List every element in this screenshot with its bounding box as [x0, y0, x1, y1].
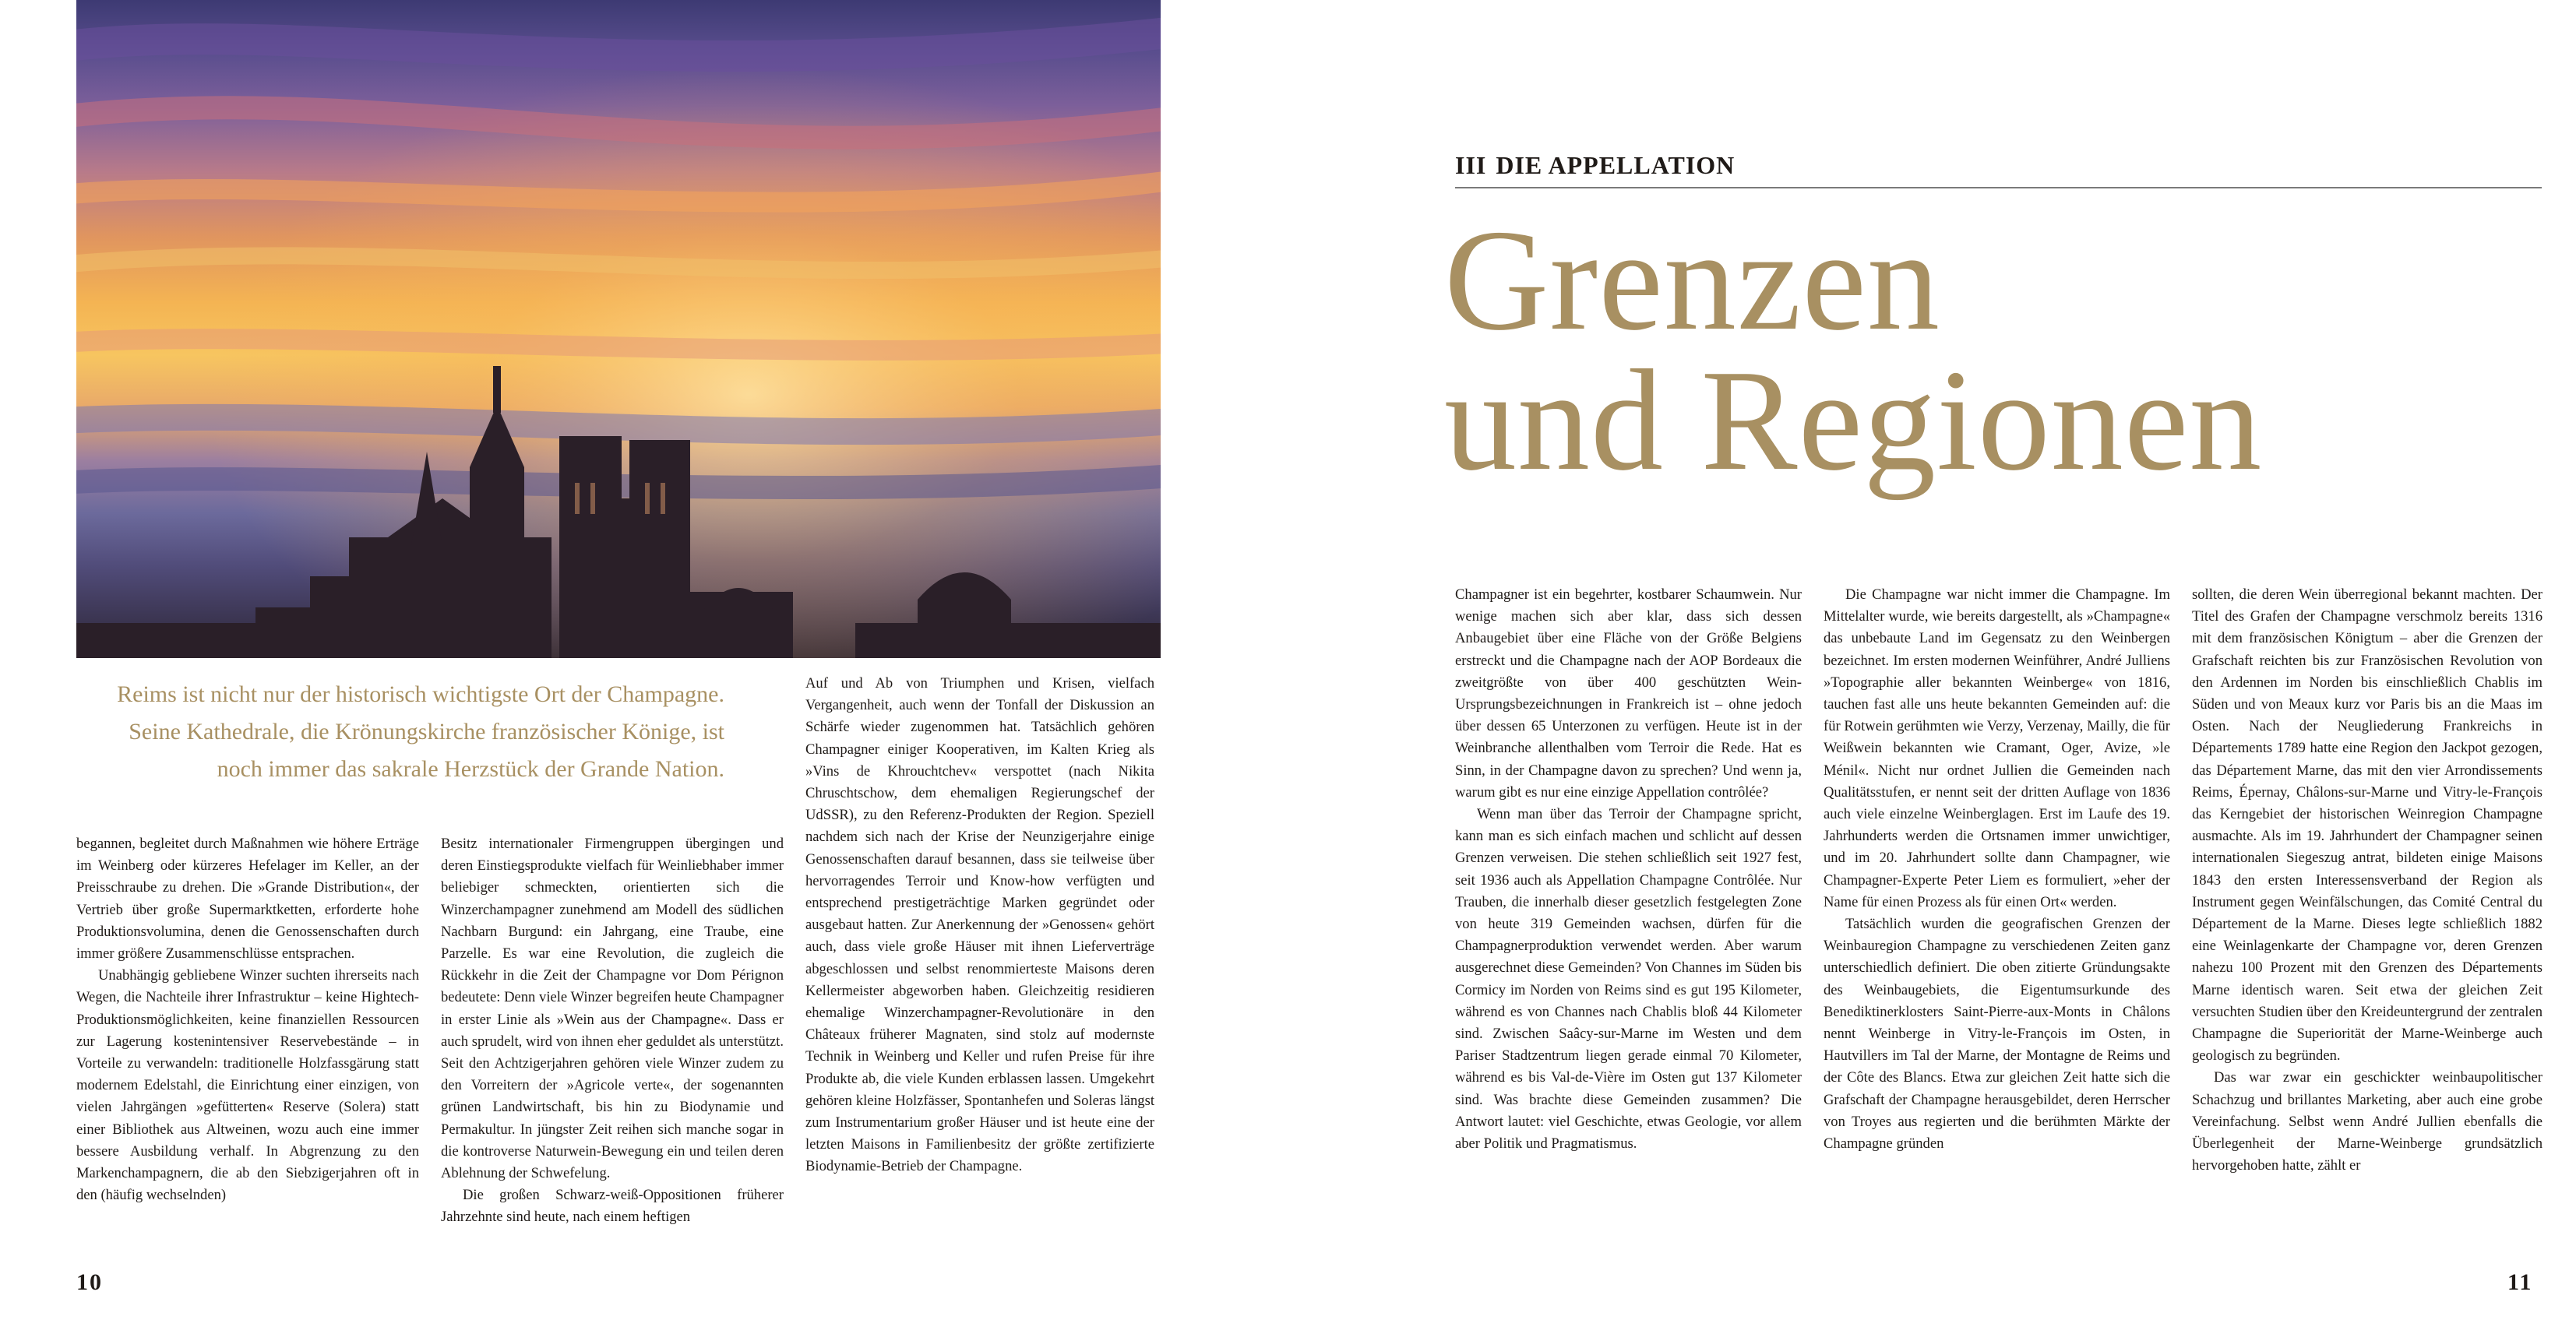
chapter-headline: [1444, 200, 2535, 501]
paragraph: Champagner ist ein begehrter, kostbarer Schaumwein. Nur wenige machen sich aber klar, dass sich dessen Anbaugebiet über eine Fläche von der Größe Belgiens erstreckt und die Champagne nach der AOP Bordeaux die zweitgrößte von über 400 geschützten Wein-Ursprungsbezeichnungen in Frankreich ist – ohne jedoch über dessen 65 Unterzonen zu verfügen. Heute ist in der Weinbranche allenthalben vom Terroir die Rede. Hat es Sinn, in der Champagne davon zu sprechen? Und wenn ja, warum gibt es nur eine einzige Appellation contrôlée?: [1455, 586, 1802, 801]
left-column-3: [805, 673, 1154, 1178]
paragraph: Besitz internationaler Firmengruppen übergingen und deren Einstiegsprodukte vielfach für Weinliebhaber immer beliebiger schmeckten, orientierten sich die Winzerchampagner zunehmend am Modell des südlichen Nachbarn Burgund: ein Jahrgang, eine Traube, eine Parzelle. Es war eine Revolution, die zugleich die Rückkehr in die Zeit der Champagne vor Dom Pérignon bedeutete: Denn viele Winzer begreifen heute Champagner in erster Linie als »Wein aus der Champagne«. Dass er auch sprudelt, wird von ihnen eher geduldet als unterstützt. Seit den Achtzigerjahren gehören viele Winzer zudem zu den Vorreitern der »Agricole verte«, der sogenannten grünen Landwirtschaft, bis hin zu Biodynamie und Permakultur. In jüngster Zeit reihen sich manche sogar in die kontroverse Naturwein-Bewegung ein und teilen deren Ablehnung der Schwefelung.: [441, 836, 784, 1182]
photo-illustration: [76, 0, 1161, 658]
paragraph: Auf und Ab von Triumphen und Krisen, vielfach Vergangenheit, auch wenn der Tonfall der Diskussion an Schärfe wieder zugenommen hat. Tatsächlich gehören Champagner einiger Kooperativen, im Kalten Krieg als »Vins de Khrouchtchev« verspottet (nach Nikita Chruschtschow, dem ehemaligen Regierungschef der UdSSR), zu den Referenz-Produkten der Region. Speziell nachdem sich nach der Krise der Neunzigerjahre einige Genossenschaften darauf besannen, dass sie teilweise über hervorragendes Terroir und Know-how verfügten und entsprechend prestigeträchtige Marken gegründet oder ausgebaut hatten. Zur Anerkennung der »Genossen« gehört auch, dass viele große Häuser mit ihnen Lieferverträge abgeschlossen und selbst renommierteste Maisons deren Kellermeister abgeworben haben. Gleichzeitig residieren ehemalige Winzerchampagner-Revolutionäre in den Châteaux früherer Magnaten, sind stolz auf modernste Technik in Weinberg und Keller und rufen Preise für ihre Produkte ab, die viele Kunden erblassen lassen. Umgekehrt gehören kleine Holzfässer, Spontanhefen und Soleras längst zum Instrumentarium großer Häuser und ist heute eine der letzten Maisons in Familienbesitz der größte zertifizierte Biodynamie-Betrieb der Champagne.: [805, 675, 1154, 1175]
paragraph: Die Champagne war nicht immer die Champagne. Im Mittelalter wurde, wie bereits dargestellt, als »Champagne« das unbebaute Land im Gegensatz zu den Weinbergen bezeichnet. Im ersten modernen Weinführer, André Julliens »Topographie aller bekannten Weinberge« von 1816, tauchen fast alle uns heute bekannten Gemeinden auf: die für Rotwein gerühmten wie Verzy, Verzenay, Mailly, die für Weißwein bekannten wie Cramant, Oger, Avize, »le Ménil«. Nicht nur ordnet Jullien die Gemeinden nach Qualitätsstufen, er nennt seit der dritten Auflage von 1836 auch viele einzelne Weinberglagen. Erst im Laufe des 19. Jahrhunderts werden die Ortsnamen immer unwichtiger, und im 20. Jahrhundert sollte dann Champagner, wie Champagner-Experte Peter Liem es formuliert, »eher der Name für einen Prozess als für einen Ort« werden.: [1824, 586, 2170, 910]
paragraph: begannen, begleitet durch Maßnahmen wie höhere Erträge im Weinberg oder kürzeres Hefelager im Keller, an der Preisschraube zu drehen. Die »Grande Distribution«, der Vertrieb über große Supermarktketten, erforderte hohe Produktionsvolumina, denen die Genossenschaften durch immer größere Zusammenschlüsse entsprachen.: [76, 836, 419, 963]
right-column-1: [1455, 584, 1802, 1155]
right-column-2: [1824, 584, 2170, 1155]
headline-line-2: und Regionen: [1444, 340, 2263, 501]
paragraph: sollten, die deren Wein überregional bekannt machten. Der Titel des Grafen der Champagne verschmolz bereits 1316 mit dem französischen Königtum – aber die Grenzen der Grafschaft reichten bis zur Französischen Revolution von den Ardennen im Norden bis einschließlich Chablis im Süden und von Meaux kurz vor Paris bis an die Maas im Osten. Nach der Neugliederung Frankreichs in Départements 1789 hatte eine Region den Jackpot gezogen, das Département Marne, das mit den vier Arrondissements Reims, Épernay, Châlons-sur-Marne und Vitry-le-François das Kerngebiet der historischen Weinregion Champagne ausmachte. Als im 19. Jahrhundert der Champagner seinen internationalen Siegeszug antrat, bildeten einige Maisons 1843 den ersten Interessensverband der Region als Instrument gegen Weinfälschungen, das Comité Central du Département de la Marne. Dieses legte schließlich 1882 eine Weinlagenkarte der Champagne vor, deren Grenzen nahezu 100 Prozent mit den Grenzen des Départements Marne identisch waren. Seit etwa der gleichen Zeit versuchten Studien über den Kreideuntergrund der zentralen Champagne die Superiorität der Marne-Weinberge auch geologisch zu begründen.: [2192, 586, 2543, 1065]
page-number-right: 11: [2507, 1269, 2533, 1295]
page-number-left: 10: [76, 1269, 103, 1295]
paragraph: Wenn man über das Terroir der Champagne spricht, kann man es sich einfach machen und schlicht auf dessen Grenzen verweisen. Die stehen schließlich seit 1927 fest, seit 1936 auch als Appellation Champagne Contrôlée. Nur Trauben, die innerhalb dieser gesetzlich festgelegten Zone von heute 319 Gemeinden wachsen, dürfen für die Champagnerproduktion verwendet werden. Aber warum ausgerechnet diese Gemeinden? Von Channes im Süden bis Cormicy im Norden von Reims sind es gut 195 Kilometer, während es von Channes nach Chablis bloß 44 Kilometer sind. Zwischen Saâcy-sur-Marne im Westen und dem Pariser Stadtzentrum liegen gerade einmal 70 Kilometer, während es bis Val-de-Vière im Osten gut 137 Kilometer sind. Was brachte diese Gemeinden zusammen? Die Antwort lautet: viel Geschichte, etwas Geologie, vor allem aber Politik und Pragmatismus.: [1455, 806, 1802, 1153]
headline-line-1: Grenzen: [1444, 200, 1940, 361]
section-rule: [1455, 187, 2542, 188]
pull-quote: Reims ist nicht nur der historisch wichtigste Ort der Champagne. Seine Kathedrale, die Krönungskirche französischer Könige, ist noch immer das sakrale Herzstück der Grande Nation.: [117, 681, 724, 782]
section-label: [1455, 151, 1735, 180]
right-page: [1288, 0, 2576, 1334]
section-title: DIE APPELLATION: [1496, 151, 1736, 179]
reims-cathedral-sunset-photo: [76, 0, 1161, 658]
left-column-1: [76, 833, 419, 1206]
paragraph: Unabhängig gebliebene Winzer suchten ihrerseits nach Wegen, die Nachteile ihrer Infrastruktur – keine Hightech-Produktionsmöglichkeiten, keine finanziellen Ressourcen zur Lagerung kostenintensiver Reservebestände – in Vorteile zu verwandeln: traditionelle Holzfassgärung statt modernem Edelstahl, die Einrichtung einer einzigen, von vielen Jahrgängen »gefütterten« Reserve (Solera) statt einer Bibliothek aus Altweinen, wozu auch eine immer bessere Ausbildung verhalf. In Abgrenzung zu den Markenchampagnern, die ab den Siebzigerjahren oft in den (häufig wechselnden): [76, 967, 419, 1204]
section-number: III: [1455, 151, 1487, 179]
right-column-3: [2192, 584, 2543, 1177]
paragraph: Das war zwar ein geschickter weinbaupolitischer Schachzug und brillantes Marketing, aber auch eine grobe Vereinfachung. Selbst wenn André Jullien ebenfalls die Überlegenheit der Marne-Weinberge grundsätzlich hervorgehoben hatte, zählt er: [2192, 1069, 2543, 1174]
left-column-2: [441, 833, 784, 1229]
paragraph: Tatsächlich wurden die geografischen Grenzen der Weinbauregion Champagne zu verschiedenen Zeiten ganz unterschiedlich definiert. Die oben zitierte Gründungsakte des Weinbaugebiets, die Eigentumsurkunde des Benediktinerklosters Saint-Pierre-aux-Monts in Châlons nennt Weinberge in Vitry-le-François im Osten, in Hautvillers im Tal der Marne, der Montagne de Reims und der Côte des Blancs. Etwa zur gleichen Zeit hatte sich die Grafschaft der Champagne herausgebildet, deren Herrscher von Troyes aus regierten und die berühmten Märkte der Champagne gründen: [1824, 916, 2170, 1153]
paragraph: Die großen Schwarz-weiß-Oppositionen früherer Jahrzehnte sind heute, nach einem heftigen: [441, 1187, 784, 1226]
